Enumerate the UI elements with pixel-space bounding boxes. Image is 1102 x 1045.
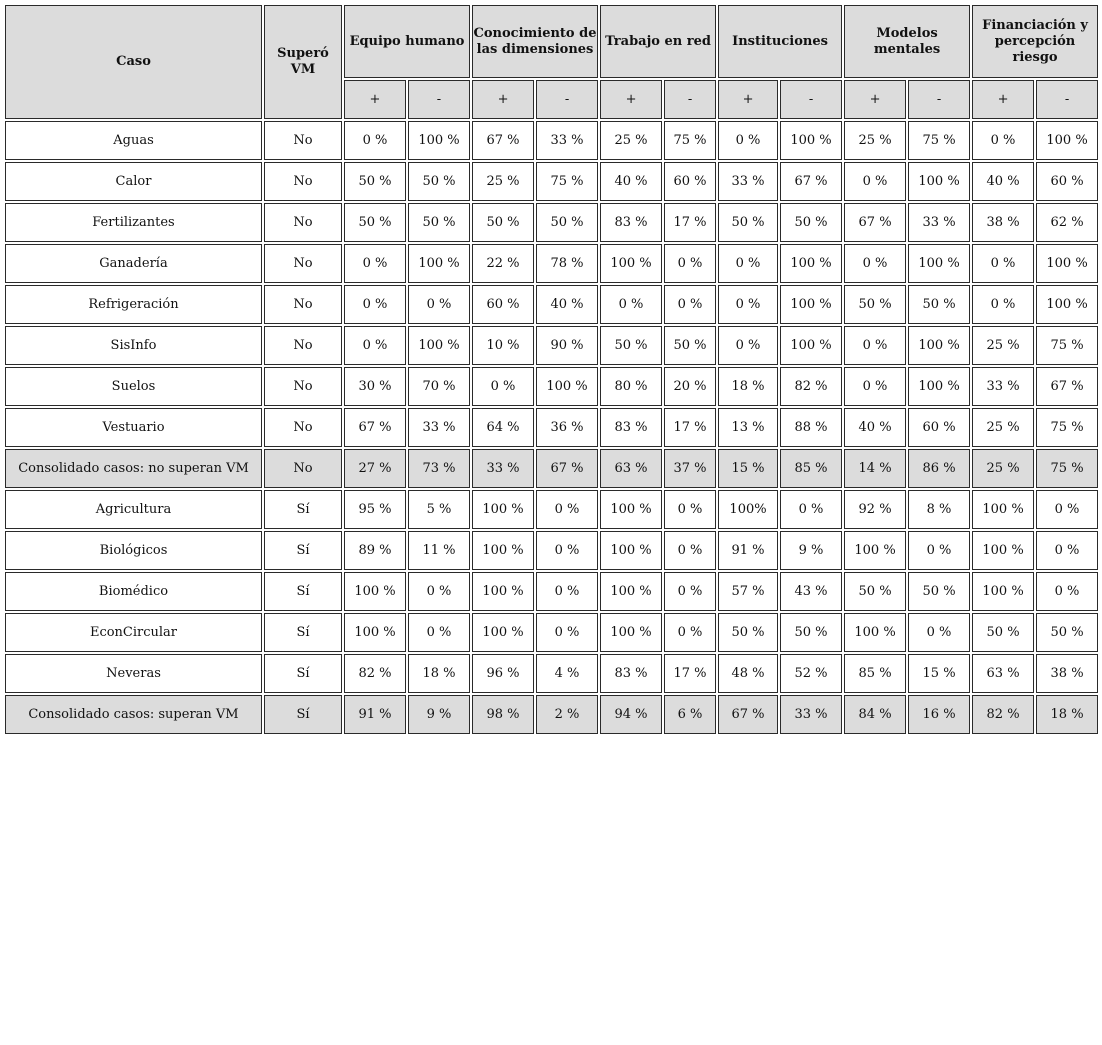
value-cell-minus: 50 % [908, 572, 970, 611]
value-cell-plus: 50 % [718, 203, 778, 242]
value-cell-minus: 100 % [408, 326, 470, 365]
value-cell-minus: 100 % [1036, 244, 1098, 283]
value-cell-plus: 0 % [718, 326, 778, 365]
value-cell-plus: 60 % [472, 285, 534, 324]
table-row-total [5, 449, 1098, 488]
value-cell-minus: 85 % [780, 449, 842, 488]
value-cell-plus: 0 % [472, 367, 534, 406]
value-cell-minus: 100 % [1036, 121, 1098, 160]
subheader-minus: - [536, 80, 598, 119]
case-cell: Agricultura [5, 490, 262, 529]
table-row [5, 244, 1098, 283]
value-cell-plus: 25 % [972, 326, 1034, 365]
value-cell-plus: 100 % [472, 531, 534, 570]
value-cell-plus: 33 % [718, 162, 778, 201]
value-cell-minus: 17 % [664, 203, 716, 242]
value-cell-minus: 67 % [1036, 367, 1098, 406]
value-cell-plus: 50 % [344, 203, 406, 242]
value-cell-plus: 33 % [472, 449, 534, 488]
value-cell-minus: 88 % [780, 408, 842, 447]
value-cell-minus: 15 % [908, 654, 970, 693]
subheader-minus: - [780, 80, 842, 119]
value-cell-plus: 85 % [844, 654, 906, 693]
header-equipo-humano: Equipo humano [344, 5, 470, 78]
value-cell-minus: 50 % [664, 326, 716, 365]
value-cell-minus: 52 % [780, 654, 842, 693]
value-cell-plus: 30 % [344, 367, 406, 406]
value-cell-plus: 67 % [344, 408, 406, 447]
vm-cell: No [264, 162, 342, 201]
table-body [5, 121, 1098, 734]
value-cell-minus: 20 % [664, 367, 716, 406]
value-cell-minus: 17 % [664, 654, 716, 693]
value-cell-minus: 0 % [536, 572, 598, 611]
value-cell-plus: 40 % [972, 162, 1034, 201]
value-cell-minus: 78 % [536, 244, 598, 283]
value-cell-minus: 73 % [408, 449, 470, 488]
value-cell-minus: 60 % [1036, 162, 1098, 201]
value-cell-minus: 100 % [908, 367, 970, 406]
value-cell-minus: 0 % [780, 490, 842, 529]
value-cell-plus: 100 % [972, 572, 1034, 611]
vm-cell: Sí [264, 654, 342, 693]
value-cell-minus: 60 % [664, 162, 716, 201]
value-cell-minus: 50 % [780, 203, 842, 242]
value-cell-plus: 95 % [344, 490, 406, 529]
value-cell-plus: 96 % [472, 654, 534, 693]
value-cell-minus: 33 % [408, 408, 470, 447]
value-cell-minus: 16 % [908, 695, 970, 734]
value-cell-minus: 62 % [1036, 203, 1098, 242]
value-cell-plus: 0 % [844, 244, 906, 283]
value-cell-plus: 0 % [600, 285, 662, 324]
vm-cell: Sí [264, 531, 342, 570]
value-cell-plus: 38 % [972, 203, 1034, 242]
case-cell: Suelos [5, 367, 262, 406]
value-cell-plus: 91 % [718, 531, 778, 570]
value-cell-minus: 38 % [1036, 654, 1098, 693]
value-cell-plus: 100 % [472, 572, 534, 611]
value-cell-minus: 37 % [664, 449, 716, 488]
value-cell-minus: 0 % [408, 613, 470, 652]
value-cell-minus: 100 % [780, 244, 842, 283]
value-cell-minus: 5 % [408, 490, 470, 529]
value-cell-plus: 83 % [600, 654, 662, 693]
value-cell-minus: 18 % [1036, 695, 1098, 734]
value-cell-plus: 0 % [844, 162, 906, 201]
table-row [5, 490, 1098, 529]
value-cell-minus: 6 % [664, 695, 716, 734]
case-cell: EconCircular [5, 613, 262, 652]
value-cell-plus: 100 % [972, 531, 1034, 570]
value-cell-minus: 100 % [908, 326, 970, 365]
value-cell-plus: 64 % [472, 408, 534, 447]
value-cell-plus: 100% [718, 490, 778, 529]
header-trabajo-red: Trabajo en red [600, 5, 716, 78]
value-cell-minus: 75 % [664, 121, 716, 160]
value-cell-minus: 60 % [908, 408, 970, 447]
vm-cell: No [264, 121, 342, 160]
value-cell-plus: 0 % [344, 121, 406, 160]
table-row [5, 162, 1098, 201]
value-cell-plus: 100 % [472, 490, 534, 529]
value-cell-plus: 92 % [844, 490, 906, 529]
case-cell: Consolidado casos: superan VM [5, 695, 262, 734]
vm-cell: No [264, 244, 342, 283]
vm-cell: Sí [264, 572, 342, 611]
vm-cell: No [264, 449, 342, 488]
value-cell-plus: 40 % [844, 408, 906, 447]
value-cell-plus: 50 % [844, 572, 906, 611]
value-cell-minus: 100 % [408, 121, 470, 160]
value-cell-plus: 100 % [600, 531, 662, 570]
value-cell-minus: 43 % [780, 572, 842, 611]
value-cell-plus: 25 % [972, 449, 1034, 488]
value-cell-plus: 67 % [718, 695, 778, 734]
value-cell-minus: 17 % [664, 408, 716, 447]
value-cell-plus: 10 % [472, 326, 534, 365]
value-cell-minus: 50 % [908, 285, 970, 324]
value-cell-plus: 100 % [600, 490, 662, 529]
table-row-total [5, 695, 1098, 734]
value-cell-minus: 50 % [408, 203, 470, 242]
value-cell-minus: 75 % [1036, 449, 1098, 488]
value-cell-plus: 100 % [600, 613, 662, 652]
header-modelos-mentales: Modelos mentales [844, 5, 970, 78]
value-cell-minus: 75 % [1036, 326, 1098, 365]
value-cell-plus: 50 % [844, 285, 906, 324]
value-cell-plus: 67 % [472, 121, 534, 160]
value-cell-plus: 50 % [972, 613, 1034, 652]
value-cell-minus: 50 % [536, 203, 598, 242]
value-cell-plus: 100 % [600, 244, 662, 283]
value-cell-minus: 50 % [408, 162, 470, 201]
value-cell-plus: 15 % [718, 449, 778, 488]
subheader-minus: - [908, 80, 970, 119]
value-cell-plus: 100 % [344, 572, 406, 611]
value-cell-plus: 33 % [972, 367, 1034, 406]
value-cell-minus: 0 % [908, 613, 970, 652]
subheader-minus: - [1036, 80, 1098, 119]
value-cell-plus: 14 % [844, 449, 906, 488]
value-cell-minus: 50 % [1036, 613, 1098, 652]
value-cell-minus: 18 % [408, 654, 470, 693]
value-cell-minus: 0 % [1036, 531, 1098, 570]
value-cell-minus: 0 % [408, 285, 470, 324]
value-cell-plus: 63 % [972, 654, 1034, 693]
value-cell-plus: 13 % [718, 408, 778, 447]
value-cell-plus: 83 % [600, 203, 662, 242]
value-cell-minus: 9 % [408, 695, 470, 734]
header-passed-vm: Superó VM [264, 5, 342, 119]
value-cell-minus: 100 % [536, 367, 598, 406]
results-table [3, 3, 1100, 736]
subheader-plus: + [844, 80, 906, 119]
value-cell-plus: 25 % [972, 408, 1034, 447]
table-row [5, 408, 1098, 447]
value-cell-plus: 0 % [844, 326, 906, 365]
value-cell-plus: 25 % [600, 121, 662, 160]
value-cell-minus: 33 % [908, 203, 970, 242]
table-row [5, 326, 1098, 365]
header-case: Caso [5, 5, 262, 119]
value-cell-minus: 100 % [780, 285, 842, 324]
value-cell-minus: 75 % [908, 121, 970, 160]
value-cell-minus: 40 % [536, 285, 598, 324]
header-financiacion: Financiación y percepción riesgo [972, 5, 1098, 78]
value-cell-plus: 83 % [600, 408, 662, 447]
table-row [5, 572, 1098, 611]
value-cell-minus: 100 % [908, 162, 970, 201]
value-cell-minus: 100 % [780, 121, 842, 160]
value-cell-minus: 100 % [408, 244, 470, 283]
value-cell-plus: 25 % [472, 162, 534, 201]
subheader-plus: + [472, 80, 534, 119]
value-cell-plus: 0 % [844, 367, 906, 406]
value-cell-plus: 82 % [344, 654, 406, 693]
value-cell-plus: 84 % [844, 695, 906, 734]
value-cell-plus: 22 % [472, 244, 534, 283]
value-cell-plus: 100 % [600, 572, 662, 611]
table-row [5, 121, 1098, 160]
value-cell-minus: 100 % [780, 326, 842, 365]
value-cell-plus: 50 % [472, 203, 534, 242]
value-cell-plus: 91 % [344, 695, 406, 734]
table-row [5, 654, 1098, 693]
value-cell-plus: 0 % [972, 244, 1034, 283]
value-cell-plus: 63 % [600, 449, 662, 488]
value-cell-plus: 82 % [972, 695, 1034, 734]
case-cell: Aguas [5, 121, 262, 160]
value-cell-minus: 0 % [536, 531, 598, 570]
table-row [5, 203, 1098, 242]
case-cell: SisInfo [5, 326, 262, 365]
vm-cell: Sí [264, 695, 342, 734]
value-cell-minus: 0 % [664, 572, 716, 611]
value-cell-minus: 75 % [1036, 408, 1098, 447]
subheader-plus: + [972, 80, 1034, 119]
subheader-plus: + [344, 80, 406, 119]
case-cell: Refrigeración [5, 285, 262, 324]
value-cell-minus: 50 % [780, 613, 842, 652]
vm-cell: Sí [264, 613, 342, 652]
vm-cell: No [264, 408, 342, 447]
case-cell: Consolidado casos: no superan VM [5, 449, 262, 488]
value-cell-minus: 0 % [664, 613, 716, 652]
header-conocimiento: Conocimiento de las dimensiones [472, 5, 598, 78]
case-cell: Neveras [5, 654, 262, 693]
value-cell-minus: 0 % [1036, 490, 1098, 529]
table-row [5, 613, 1098, 652]
table-row [5, 285, 1098, 324]
value-cell-plus: 0 % [972, 121, 1034, 160]
value-cell-minus: 11 % [408, 531, 470, 570]
value-cell-plus: 100 % [844, 613, 906, 652]
vm-cell: No [264, 367, 342, 406]
value-cell-plus: 98 % [472, 695, 534, 734]
value-cell-plus: 100 % [972, 490, 1034, 529]
value-cell-plus: 67 % [844, 203, 906, 242]
case-cell: Fertilizantes [5, 203, 262, 242]
value-cell-plus: 50 % [600, 326, 662, 365]
value-cell-minus: 0 % [1036, 572, 1098, 611]
value-cell-plus: 0 % [718, 285, 778, 324]
value-cell-plus: 50 % [718, 613, 778, 652]
value-cell-minus: 36 % [536, 408, 598, 447]
value-cell-minus: 75 % [536, 162, 598, 201]
value-cell-minus: 0 % [664, 244, 716, 283]
value-cell-minus: 4 % [536, 654, 598, 693]
value-cell-plus: 25 % [844, 121, 906, 160]
case-cell: Biológicos [5, 531, 262, 570]
case-cell: Calor [5, 162, 262, 201]
value-cell-plus: 100 % [344, 613, 406, 652]
table-row [5, 531, 1098, 570]
case-cell: Ganadería [5, 244, 262, 283]
value-cell-plus: 0 % [344, 244, 406, 283]
vm-cell: No [264, 326, 342, 365]
value-cell-minus: 100 % [908, 244, 970, 283]
value-cell-plus: 50 % [344, 162, 406, 201]
value-cell-plus: 57 % [718, 572, 778, 611]
value-cell-minus: 67 % [780, 162, 842, 201]
value-cell-plus: 100 % [844, 531, 906, 570]
value-cell-minus: 0 % [408, 572, 470, 611]
header-instituciones: Instituciones [718, 5, 842, 78]
value-cell-plus: 0 % [972, 285, 1034, 324]
case-cell: Biomédico [5, 572, 262, 611]
subheader-plus: + [718, 80, 778, 119]
value-cell-plus: 0 % [344, 326, 406, 365]
value-cell-minus: 0 % [664, 490, 716, 529]
value-cell-minus: 9 % [780, 531, 842, 570]
value-cell-minus: 67 % [536, 449, 598, 488]
value-cell-minus: 0 % [908, 531, 970, 570]
value-cell-plus: 94 % [600, 695, 662, 734]
value-cell-plus: 0 % [718, 121, 778, 160]
value-cell-plus: 80 % [600, 367, 662, 406]
subheader-minus: - [664, 80, 716, 119]
value-cell-plus: 27 % [344, 449, 406, 488]
value-cell-plus: 100 % [472, 613, 534, 652]
value-cell-plus: 40 % [600, 162, 662, 201]
value-cell-plus: 0 % [718, 244, 778, 283]
value-cell-plus: 18 % [718, 367, 778, 406]
subheader-plus: + [600, 80, 662, 119]
value-cell-minus: 33 % [536, 121, 598, 160]
value-cell-minus: 0 % [664, 285, 716, 324]
value-cell-minus: 70 % [408, 367, 470, 406]
vm-cell: Sí [264, 490, 342, 529]
value-cell-minus: 0 % [664, 531, 716, 570]
value-cell-minus: 0 % [536, 490, 598, 529]
subheader-minus: - [408, 80, 470, 119]
value-cell-minus: 0 % [536, 613, 598, 652]
vm-cell: No [264, 285, 342, 324]
value-cell-minus: 8 % [908, 490, 970, 529]
value-cell-minus: 2 % [536, 695, 598, 734]
value-cell-minus: 33 % [780, 695, 842, 734]
value-cell-plus: 48 % [718, 654, 778, 693]
value-cell-minus: 86 % [908, 449, 970, 488]
value-cell-plus: 0 % [344, 285, 406, 324]
case-cell: Vestuario [5, 408, 262, 447]
vm-cell: No [264, 203, 342, 242]
value-cell-minus: 90 % [536, 326, 598, 365]
value-cell-plus: 89 % [344, 531, 406, 570]
value-cell-minus: 100 % [1036, 285, 1098, 324]
table-row [5, 367, 1098, 406]
value-cell-minus: 82 % [780, 367, 842, 406]
